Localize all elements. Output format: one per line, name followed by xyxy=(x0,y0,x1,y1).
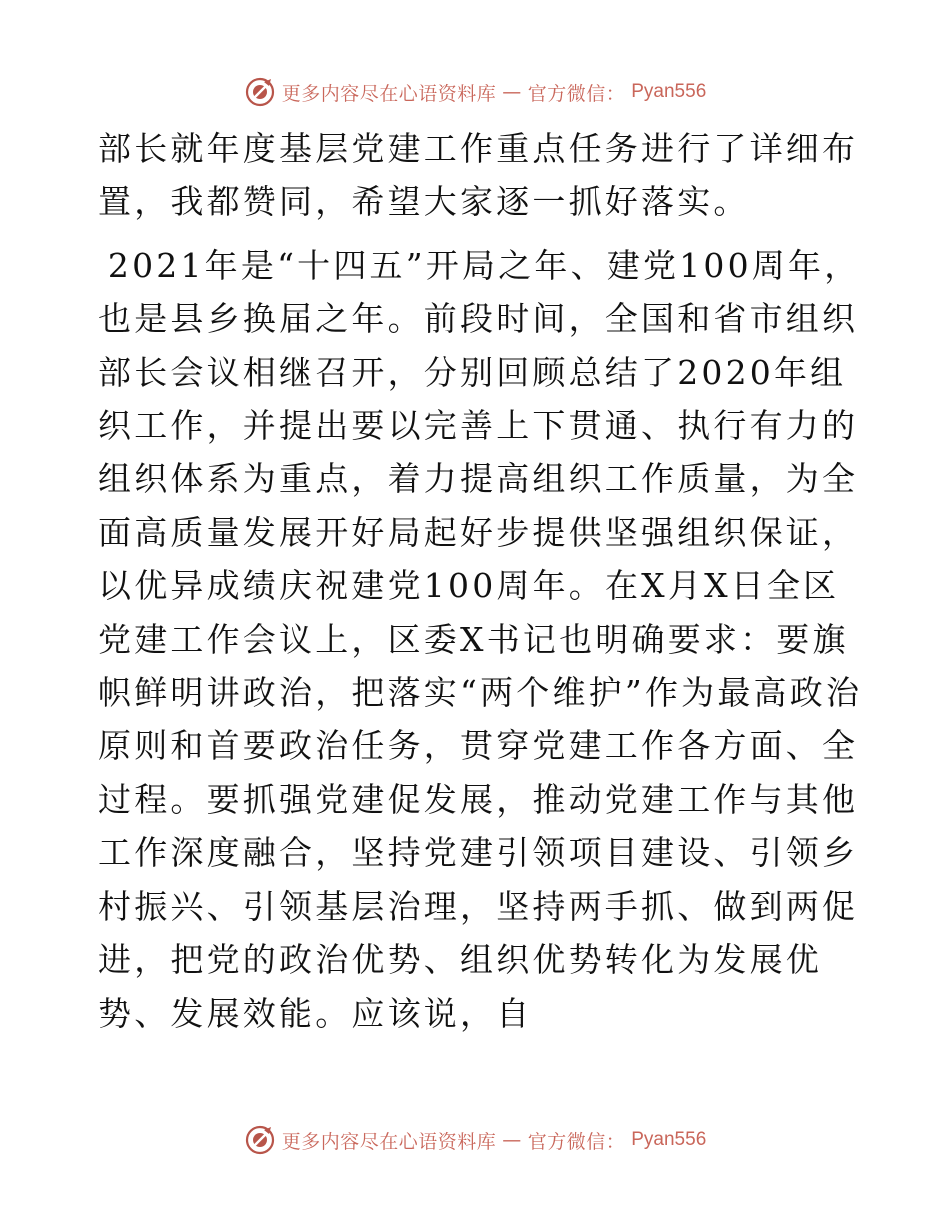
watermark-wechat-label: 官方微信： xyxy=(527,1130,626,1153)
seal-logo-icon xyxy=(244,76,276,108)
watermark-separator: — xyxy=(502,1129,522,1151)
watermark-text: 更多内容尽在心语资料库 xyxy=(281,1130,497,1153)
paragraph-2: 2021年是“十四五”开局之年、建党100周年，也是县乡换届之年。前段时间，全国和省市组织部长会议相继召开，分别回顾总结了2020年组织工作，并提出要以完善上下贯通、执行有力的组织体系为重点，着力提高组织工作质量，为全面高质量发展开好局起好步提供坚强组织保证，以优异成绩庆祝建党100周年。在X月X日全区党建工作会议上，区委X书记也明确要求：要旗帜鲜明讲政治，把落实“两个维护”作为最高政治原则和首要政治任务，贯穿党建工作各方面、全过程。要抓强党建促发展，推动党建工作与其他工作深度融合，坚持党建引领项目建设、引领乡村振兴、引领基层治理，坚持两手抓、做到两促进，把党的政治优势、组织优势转化为发展优势、发展效能。应该说，自 xyxy=(98,245,863,1033)
paragraph-1: 部长就年度基层党建工作重点任务进行了详细布置，我都赞同，希望大家逐一抓好落实。 xyxy=(98,129,859,222)
footer-watermark xyxy=(0,1120,950,1160)
seal-logo-icon xyxy=(244,1124,276,1156)
watermark-wechat-id: Pyan556 xyxy=(631,81,707,102)
watermark-wechat-label: 官方微信： xyxy=(527,82,626,105)
watermark-separator: — xyxy=(502,81,522,103)
header-watermark xyxy=(0,72,950,112)
watermark-wechat-id: Pyan556 xyxy=(631,1129,707,1150)
watermark-text: 更多内容尽在心语资料库 xyxy=(281,82,497,105)
document-body xyxy=(98,122,868,1040)
